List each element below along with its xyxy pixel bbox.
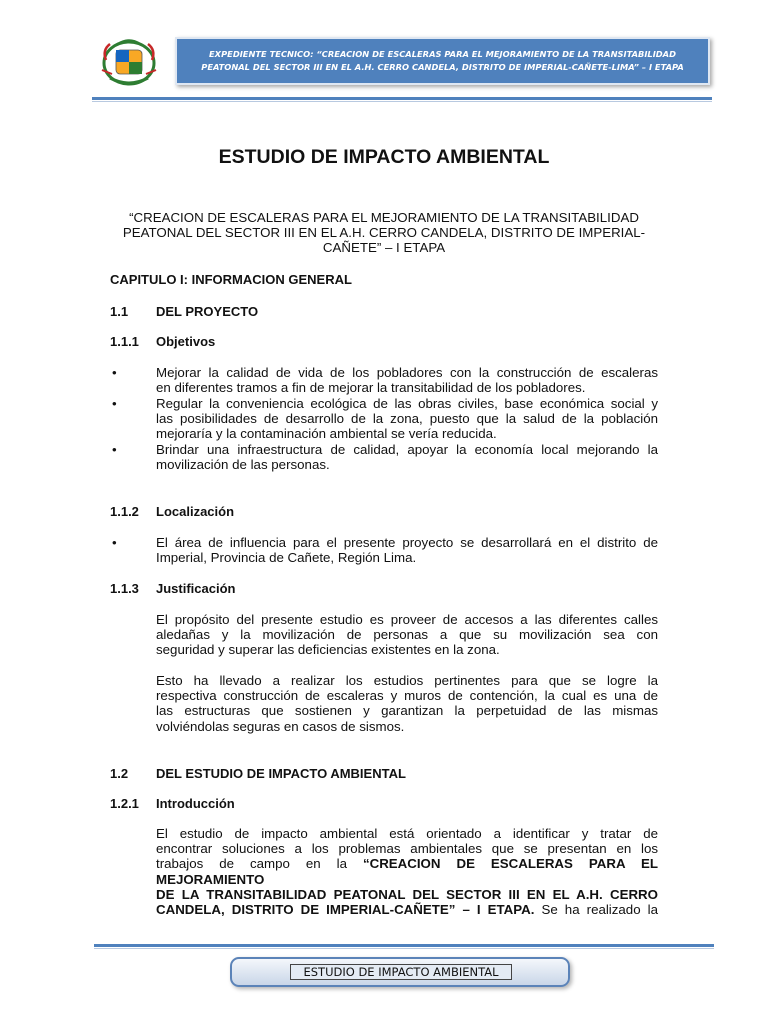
section-heading-1-2-1 xyxy=(110,796,235,811)
list-item-location xyxy=(110,535,658,565)
text-line: Imperial, Provincia de Cañete, Región Lima. xyxy=(156,550,417,566)
text-line xyxy=(156,856,658,886)
section-heading-1-1-3 xyxy=(110,581,235,596)
header-rule xyxy=(92,97,712,100)
text-line: seguridad y superar las deficiencias existentes en la zona. xyxy=(156,642,500,658)
section-title: Objetivos xyxy=(156,334,216,349)
text-line: Brindar una infraestructura de calidad, apoyar la economía local mejorando la xyxy=(156,442,658,457)
section-number: 1.1 xyxy=(110,304,129,319)
section-title: Introducción xyxy=(156,796,235,811)
header-line-2: PEATONAL DEL SECTOR III EN EL A.H. CERRO CANDELA, DISTRITO DE IMPERIAL-CAÑETE-LIMA” – I ETAPA xyxy=(201,62,684,72)
introduction-paragraph xyxy=(156,826,658,917)
header-rule-thin xyxy=(92,101,712,102)
project-name-bold: “CREACION DE ESCALERAS PARA EL MEJORAMIENTO xyxy=(156,856,658,887)
text-line: en diferentes tramos a fin de mejorar la transitabilidad de los pobladores. xyxy=(156,380,586,396)
section-title: Localización xyxy=(156,504,235,519)
section-title: Justificación xyxy=(156,581,236,596)
text-line: aledañas y la movilización de personas a que su movilización sea con xyxy=(156,627,658,643)
text-line: El área de influencia para el presente proyecto se desarrollará en el distrito de xyxy=(156,535,658,550)
text-line: Esto ha llevado a realizar los estudios pertinentes para que se logre la xyxy=(156,673,658,688)
footer-rule xyxy=(94,944,714,947)
bullet-icon: • xyxy=(112,535,117,550)
section-number: 1.2.1 xyxy=(110,796,139,811)
header-line-1: EXPEDIENTE TECNICO: “CREACION DE ESCALERAS PARA EL MEJORAMIENTO DE LA TRANSITABILIDAD xyxy=(209,49,676,59)
section-number: 1.2 xyxy=(110,766,129,781)
justification-paragraph-1 xyxy=(156,612,658,658)
text-line: las posibilidades de desarrollo de la zona, puesto que la salud de la población xyxy=(156,411,658,427)
section-heading-1-1-1 xyxy=(110,334,215,349)
bullet-icon: • xyxy=(112,396,117,411)
text-line: El propósito del presente estudio es proveer de accesos a las diferentes calles xyxy=(156,612,658,627)
text-line: Mejorar la calidad de vida de los pobladores con la construcción de escaleras xyxy=(156,365,658,380)
list-item-objective-2 xyxy=(110,396,658,442)
text-line: Regular la conveniencia ecológica de las obras civiles, base económica social y xyxy=(156,396,658,411)
section-title: DEL ESTUDIO DE IMPACTO AMBIENTAL xyxy=(156,766,406,781)
project-name-bold: CANDELA, DISTRITO DE IMPERIAL-CAÑETE” – I ETAPA. xyxy=(156,902,535,918)
list-item-objective-1 xyxy=(110,365,658,395)
text-line: las estructuras que sostienen y garantizan la perpetuidad de las mismas xyxy=(156,703,658,719)
document-title: ESTUDIO DE IMPACTO AMBIENTAL xyxy=(218,146,550,168)
section-heading-1-2 xyxy=(110,766,406,781)
justification-paragraph-2 xyxy=(156,673,658,734)
text-span: trabajos de campo en la xyxy=(156,856,363,872)
project-name-bold: DE LA TRANSITABILIDAD PEATONAL DEL SECTOR III EN EL A.H. CERRO xyxy=(156,886,658,902)
section-title: DEL PROYECTO xyxy=(156,304,259,319)
bullet-icon: • xyxy=(112,442,117,457)
text-line: respectiva construcción de escaleras y muros de contención, la cual es una de xyxy=(156,688,658,704)
footer-label: ESTUDIO DE IMPACTO AMBIENTAL xyxy=(290,964,512,980)
section-number: 1.1.2 xyxy=(110,504,139,519)
text-line: El estudio de impacto ambiental está orientado a identificar y tratar de xyxy=(156,826,658,841)
chapter-heading: CAPITULO I: INFORMACION GENERAL xyxy=(110,272,352,287)
section-number: 1.1.3 xyxy=(110,581,139,596)
text-line: mejoraría y la contaminación ambiental se vería reducida. xyxy=(156,426,497,442)
subtitle-line: CAÑETE” – I ETAPA xyxy=(322,240,446,256)
text-span: Se ha realizado la xyxy=(534,902,658,918)
text-line xyxy=(156,902,658,917)
header-banner xyxy=(175,37,710,85)
text-line: encontrar soluciones a los problemas ambientales que se presentan en los xyxy=(156,841,658,857)
header-text xyxy=(189,48,696,74)
subtitle-line: “CREACION DE ESCALERAS PARA EL MEJORAMIENTO DE LA TRANSITABILIDAD xyxy=(129,210,639,225)
footer-banner xyxy=(230,957,570,987)
list-item-objective-3 xyxy=(110,442,658,472)
footer-rule-thin xyxy=(94,948,714,949)
section-heading-1-1 xyxy=(110,304,258,319)
text-line: volviéndolas seguras en casos de sismos. xyxy=(156,718,405,734)
municipal-seal-logo xyxy=(98,38,160,88)
subtitle-line: PEATONAL DEL SECTOR III EN EL A.H. CERRO CANDELA, DISTRITO DE IMPERIAL- xyxy=(122,225,646,241)
section-heading-1-1-2 xyxy=(110,504,234,519)
bullet-icon: • xyxy=(112,365,117,380)
text-line: movilización de las personas. xyxy=(156,457,330,473)
document-subtitle xyxy=(120,210,648,256)
section-number: 1.1.1 xyxy=(110,334,139,349)
